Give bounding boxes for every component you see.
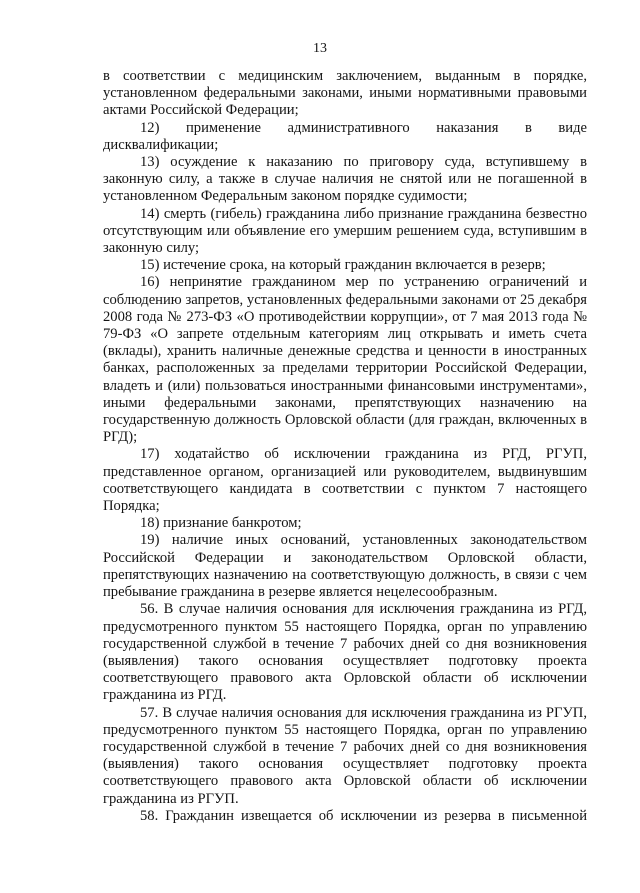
paragraph-clause-58: 58. Гражданин извещается об исключении из резерва в письменной [140,807,587,824]
paragraph-item-12: 12) применение административного наказания в виде дисквалификации; [103,119,587,153]
document-body [103,68,587,825]
paragraph-item-18: 18) признание банкротом; [140,515,302,532]
paragraph-clause-57: 57. В случае наличия основания для исключения гражданина из РГУП, предусмотренного пунктом 55 настоящего Порядка, орган по управлению государственной службой в течение 7 рабочих дней со дня возникновения (выявления) такого основания осуществляет подготовку проекта соответствующего правового акта Орловской области об исключении гражданина из РГУП. [103,704,587,807]
paragraph-item-14: 14) смерть (гибель) гражданина либо признание гражданина безвестно отсутствующим или объявление его умершим решением суда, вступившим в законную силу; [103,205,587,257]
paragraph-clause-56: 56. В случае наличия основания для исключения гражданина из РГД, предусмотренного пунктом 55 настоящего Порядка, орган по управлению государственной службой в течение 7 рабочих дней со дня возникновения (выявления) такого основания осуществляет подготовку проекта соответствующего правового акта Орловской области об исключении гражданина из РГД. [103,601,587,704]
paragraph-continuation: в соответствии с медицинским заключением, выданным в порядке, установленном федеральными законами, иными нормативными правовыми актами Российской Федерации; [103,68,587,119]
paragraph-item-16: 16) непринятие гражданином мер по устранению ограничений и соблюдению запретов, установленных федеральными законами от 25 декабря 2008 года № 273-ФЗ «О противодействии коррупции», от 7 мая 2013 года № 79-ФЗ «О запрете отдельным категориям лиц открывать и иметь счета (вклады), хранить наличные денежные средства и ценности в иностранных банках, расположенных за пределами территории Российской Федерации, владеть и (или) пользоваться иностранными финансовыми инструментами», иными федеральными законами, препятствующих назначению на государственную должность Орловской области (для граждан, включенных в РГД); [103,274,587,446]
page-number: 13 [313,41,327,56]
paragraph-item-17: 17) ходатайство об исключении гражданина из РГД, РГУП, представленное органом, организацией или руководителем, выдвинувшим соответствующего кандидата в соответствии с пунктом 7 настоящего Порядка; [103,446,587,515]
paragraph-item-19: 19) наличие иных оснований, установленных законодательством Российской Федерации и законодательством Орловской области, препятствующих назначению на соответствующую должность, в связи с чем пребывание гражданина в резерве является нецелесообразным. [103,532,587,601]
paragraph-item-13: 13) осуждение к наказанию по приговору суда, вступившему в законную силу, а также в случае наличия не снятой или не погашенной в установленном Федеральным законом порядке судимости; [103,154,587,205]
paragraph-item-15: 15) истечение срока, на который гражданин включается в резерв; [140,257,546,274]
